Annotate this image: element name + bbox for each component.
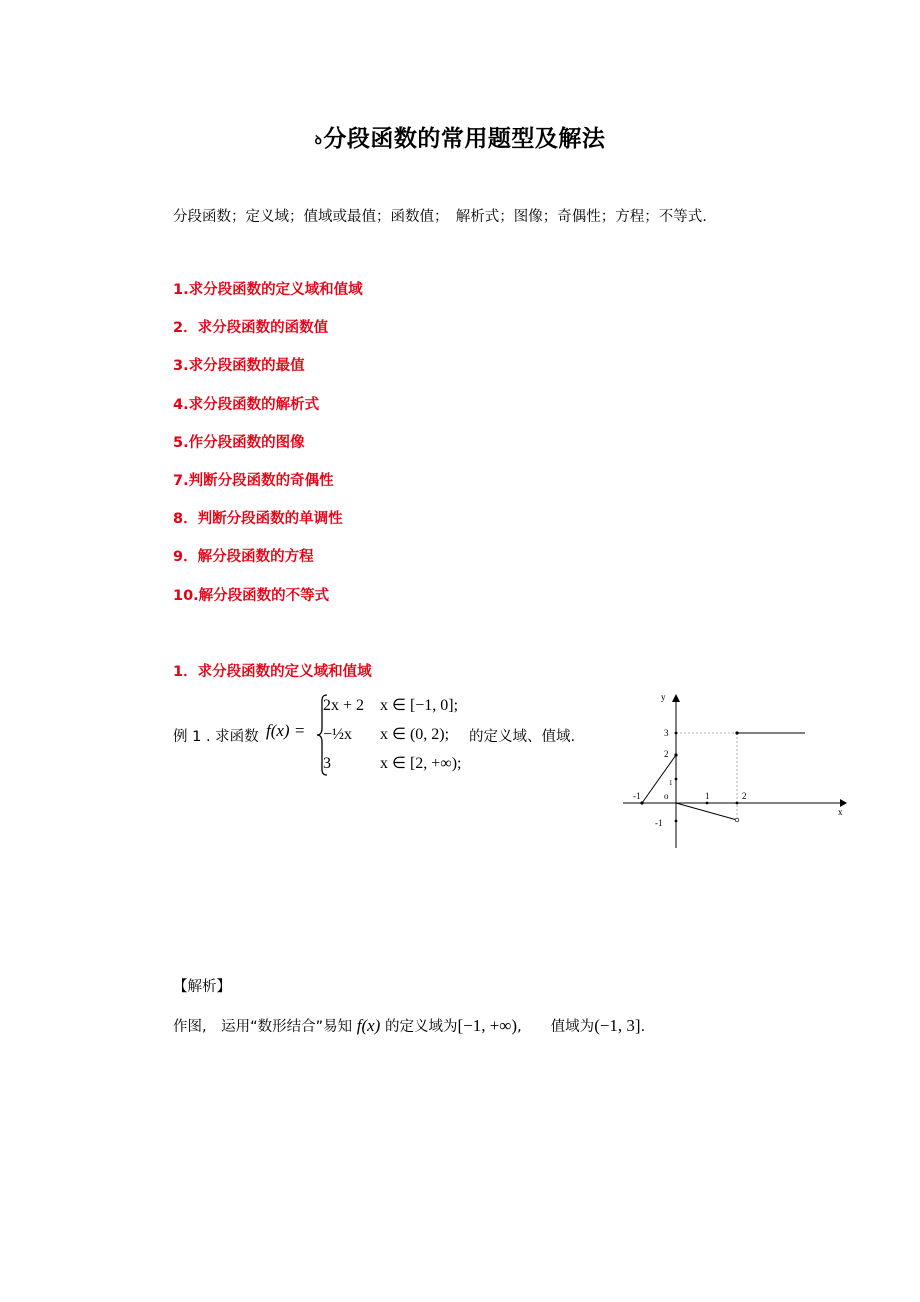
analysis-part: 的定义域为 bbox=[384, 1019, 458, 1035]
point-0-1 bbox=[675, 778, 678, 781]
function-graph bbox=[615, 688, 850, 853]
x-tick-label: 1 bbox=[705, 791, 710, 801]
toc-item: 5.作分段函数的图像 bbox=[173, 434, 305, 451]
page-title bbox=[0, 120, 920, 153]
title-text: 分段函数的常用题型及解法 bbox=[323, 126, 606, 152]
point-2-0 bbox=[736, 802, 739, 805]
section-heading: 1．求分段函数的定义域和值域 bbox=[173, 664, 372, 680]
y-tick-label: 2 bbox=[664, 749, 669, 759]
keywords-line: 分段函数；定义域；值域或最值；函数值； 解析式；图像；奇偶性；方程；不等式. bbox=[173, 209, 707, 225]
analysis-end: . bbox=[640, 1019, 646, 1035]
table-of-contents bbox=[173, 280, 363, 624]
x-tick-label: 2 bbox=[742, 791, 747, 801]
example-tail: 的定义域、值域. bbox=[469, 729, 576, 745]
x-tick-label: -1 bbox=[633, 791, 641, 801]
example-1 bbox=[173, 692, 613, 782]
y-tick-label: -1 bbox=[655, 818, 663, 828]
toc-item: 7.判断分段函数的奇偶性 bbox=[173, 472, 334, 489]
toc-item: 2．求分段函数的函数值 bbox=[173, 320, 329, 337]
analysis-part: , 值域为 bbox=[517, 1019, 595, 1035]
origin-label: o bbox=[664, 791, 669, 801]
case-domain: x ∈ (0, 2); bbox=[380, 726, 450, 743]
example-label: 例 1 . 求函数 bbox=[173, 729, 259, 745]
toc-item: 3.求分段函数的最值 bbox=[173, 358, 305, 375]
analysis-text bbox=[173, 1015, 645, 1036]
point-0-3 bbox=[675, 732, 678, 735]
y-axis-label: y bbox=[661, 692, 666, 702]
x-axis-label: x bbox=[838, 807, 843, 817]
analysis-function: f(x) bbox=[356, 1016, 381, 1035]
case-expression: −½x bbox=[323, 726, 353, 743]
point-2-3 bbox=[735, 731, 738, 734]
case-expression: 3 bbox=[323, 755, 331, 772]
case-domain: x ∈ [2, +∞); bbox=[380, 755, 462, 772]
x-axis-arrow bbox=[840, 799, 847, 807]
y-tick-label: 3 bbox=[664, 728, 669, 738]
case-domain: x ∈ [−1, 0]; bbox=[380, 697, 459, 714]
segment-neg-half-x bbox=[676, 803, 737, 820]
point-0-2 bbox=[674, 753, 677, 756]
toc-item: 1.求分段函数的定义域和值域 bbox=[173, 282, 363, 298]
toc-item: 10.解分段函数的不等式 bbox=[173, 587, 330, 604]
open-point-2-neg1 bbox=[735, 818, 739, 822]
toc-item: 4.求分段函数的解析式 bbox=[173, 396, 320, 413]
point-0-neg1 bbox=[675, 820, 678, 823]
y-axis-arrow bbox=[672, 694, 680, 702]
analysis-domain: [−1, +∞) bbox=[457, 1016, 518, 1035]
analysis-heading: 【解析】 bbox=[173, 979, 231, 995]
toc-item: 8．判断分段函数的单调性 bbox=[173, 511, 343, 528]
point-1-0 bbox=[706, 802, 709, 805]
point-neg1-0 bbox=[640, 801, 643, 804]
y-tick-label: 1 bbox=[669, 779, 673, 787]
case-expression: 2x + 2 bbox=[323, 697, 365, 714]
analysis-part: 作图, 运用“数形结合”易知 bbox=[173, 1019, 353, 1035]
analysis-range: (−1, 3] bbox=[594, 1016, 641, 1035]
title-mark: ꝺ bbox=[314, 133, 323, 147]
function-name: f(x) = bbox=[266, 721, 306, 740]
toc-item: 9．解分段函数的方程 bbox=[173, 549, 314, 566]
